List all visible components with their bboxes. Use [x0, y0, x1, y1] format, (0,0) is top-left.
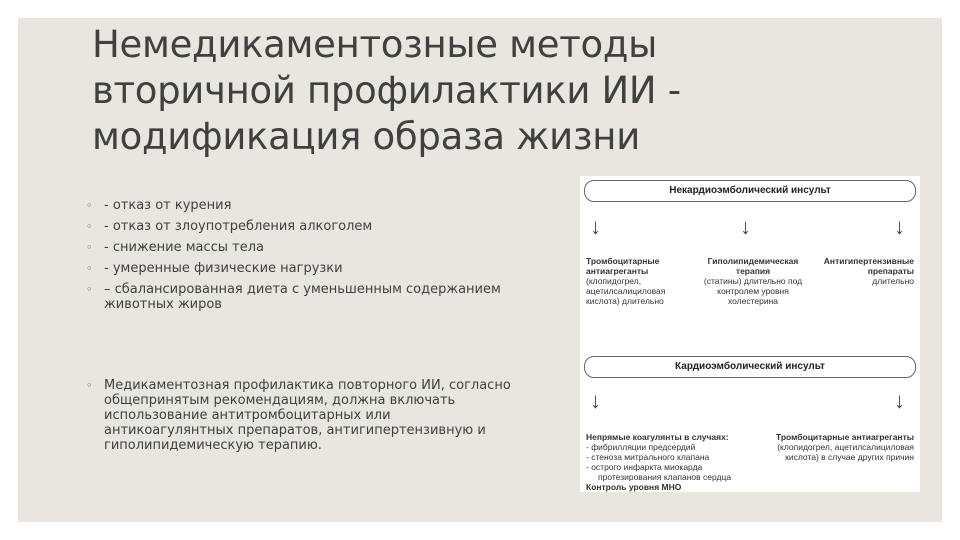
arrow-down-icon: ↓: [590, 388, 601, 413]
antihypertensive-block: [810, 256, 914, 286]
antihypertensive-title: Антигипертензивные препараты: [823, 256, 914, 276]
lipid-title: Гиполипидемическая терапия: [707, 256, 799, 276]
slide: [18, 18, 942, 522]
anticoagulant-line: - острого инфаркта миокарда: [586, 462, 703, 472]
cardioembolic-header: Кардиоэмболический инсульт: [584, 356, 916, 378]
bullet-icon: ◦: [86, 241, 93, 254]
arrow-down-icon: ↓: [894, 214, 905, 239]
bullet-item: [86, 198, 516, 213]
bullet-icon: ◦: [86, 379, 93, 392]
antiplatelet-title: Тромбоцитарные антиагреганты: [586, 256, 660, 276]
bullet-text: - отказ от злоупотребления алкоголем: [104, 219, 373, 234]
lipid-text: (статины) длительно под контролем уровня холестерина: [703, 276, 803, 306]
treatment-flowchart: [580, 176, 920, 492]
bullet-icon: ◦: [86, 199, 93, 212]
bullet-list: [86, 198, 516, 318]
slide-title: [92, 22, 812, 160]
bullet-icon: ◦: [86, 262, 93, 275]
noncardioembolic-header: Некардиоэмболический инсульт: [584, 180, 916, 202]
bullet-item: [86, 240, 516, 255]
bullet-text: - снижение массы тела: [104, 240, 265, 255]
bullet-icon: ◦: [86, 220, 93, 233]
anticoagulant-block: [586, 432, 756, 492]
lipid-block: [698, 256, 808, 306]
title-line-1: Немедикаментозные методы: [92, 23, 658, 66]
bullet-item: [86, 219, 516, 234]
anticoagulant-line: - фибрилляции предсердий: [586, 442, 696, 452]
anticoagulant-title: Непрямые коагулянты в случаях:: [586, 432, 729, 442]
title-line-2: вторичной профилактики ИИ -: [92, 69, 681, 112]
inr-control-label: Контроль уровня МНО: [586, 482, 682, 492]
antiplatelet-other-text: (клопидогрел, ацетилсалициловая кислота) в случае других причин: [777, 442, 914, 462]
bullet-item: [86, 378, 516, 453]
antihypertensive-text: длительно: [872, 276, 914, 286]
bullet-text: – сбалансированная диета с уменьшенным содержанием животных жиров: [104, 282, 501, 312]
bullet-item: [86, 261, 516, 276]
antiplatelet-text: (клопидогрел, ацетилсалициловая кислота) длительно: [586, 276, 666, 306]
antiplatelet-block: [586, 256, 696, 306]
anticoagulant-line: - стеноза митрального клапана: [586, 452, 710, 462]
bullet-text: - умеренные физические нагрузки: [104, 261, 343, 276]
bullet-text: Медикаментозная профилактика повторного ИИ, согласно общепринятым рекомендациям, должна включать использование антитромбоцитарных или антикоагулянтных препаратов, антигипертензивную и гиполипидемическую терапию.: [104, 378, 511, 453]
bullet-item: [86, 282, 516, 312]
antiplatelet-other-block: [756, 432, 914, 462]
bullet-icon: ◦: [86, 283, 93, 296]
arrow-down-icon: ↓: [740, 214, 751, 239]
antiplatelet-other-title: Тромбоцитарные антиагреганты: [775, 432, 914, 442]
title-line-3: модификация образа жизни: [92, 115, 640, 158]
arrow-down-icon: ↓: [894, 388, 905, 413]
bullet-text: - отказ от курения: [104, 198, 232, 213]
anticoagulant-line: протезирования клапанов сердца: [598, 472, 732, 482]
bullet-list-secondary: [86, 378, 516, 459]
arrow-down-icon: ↓: [590, 214, 601, 239]
